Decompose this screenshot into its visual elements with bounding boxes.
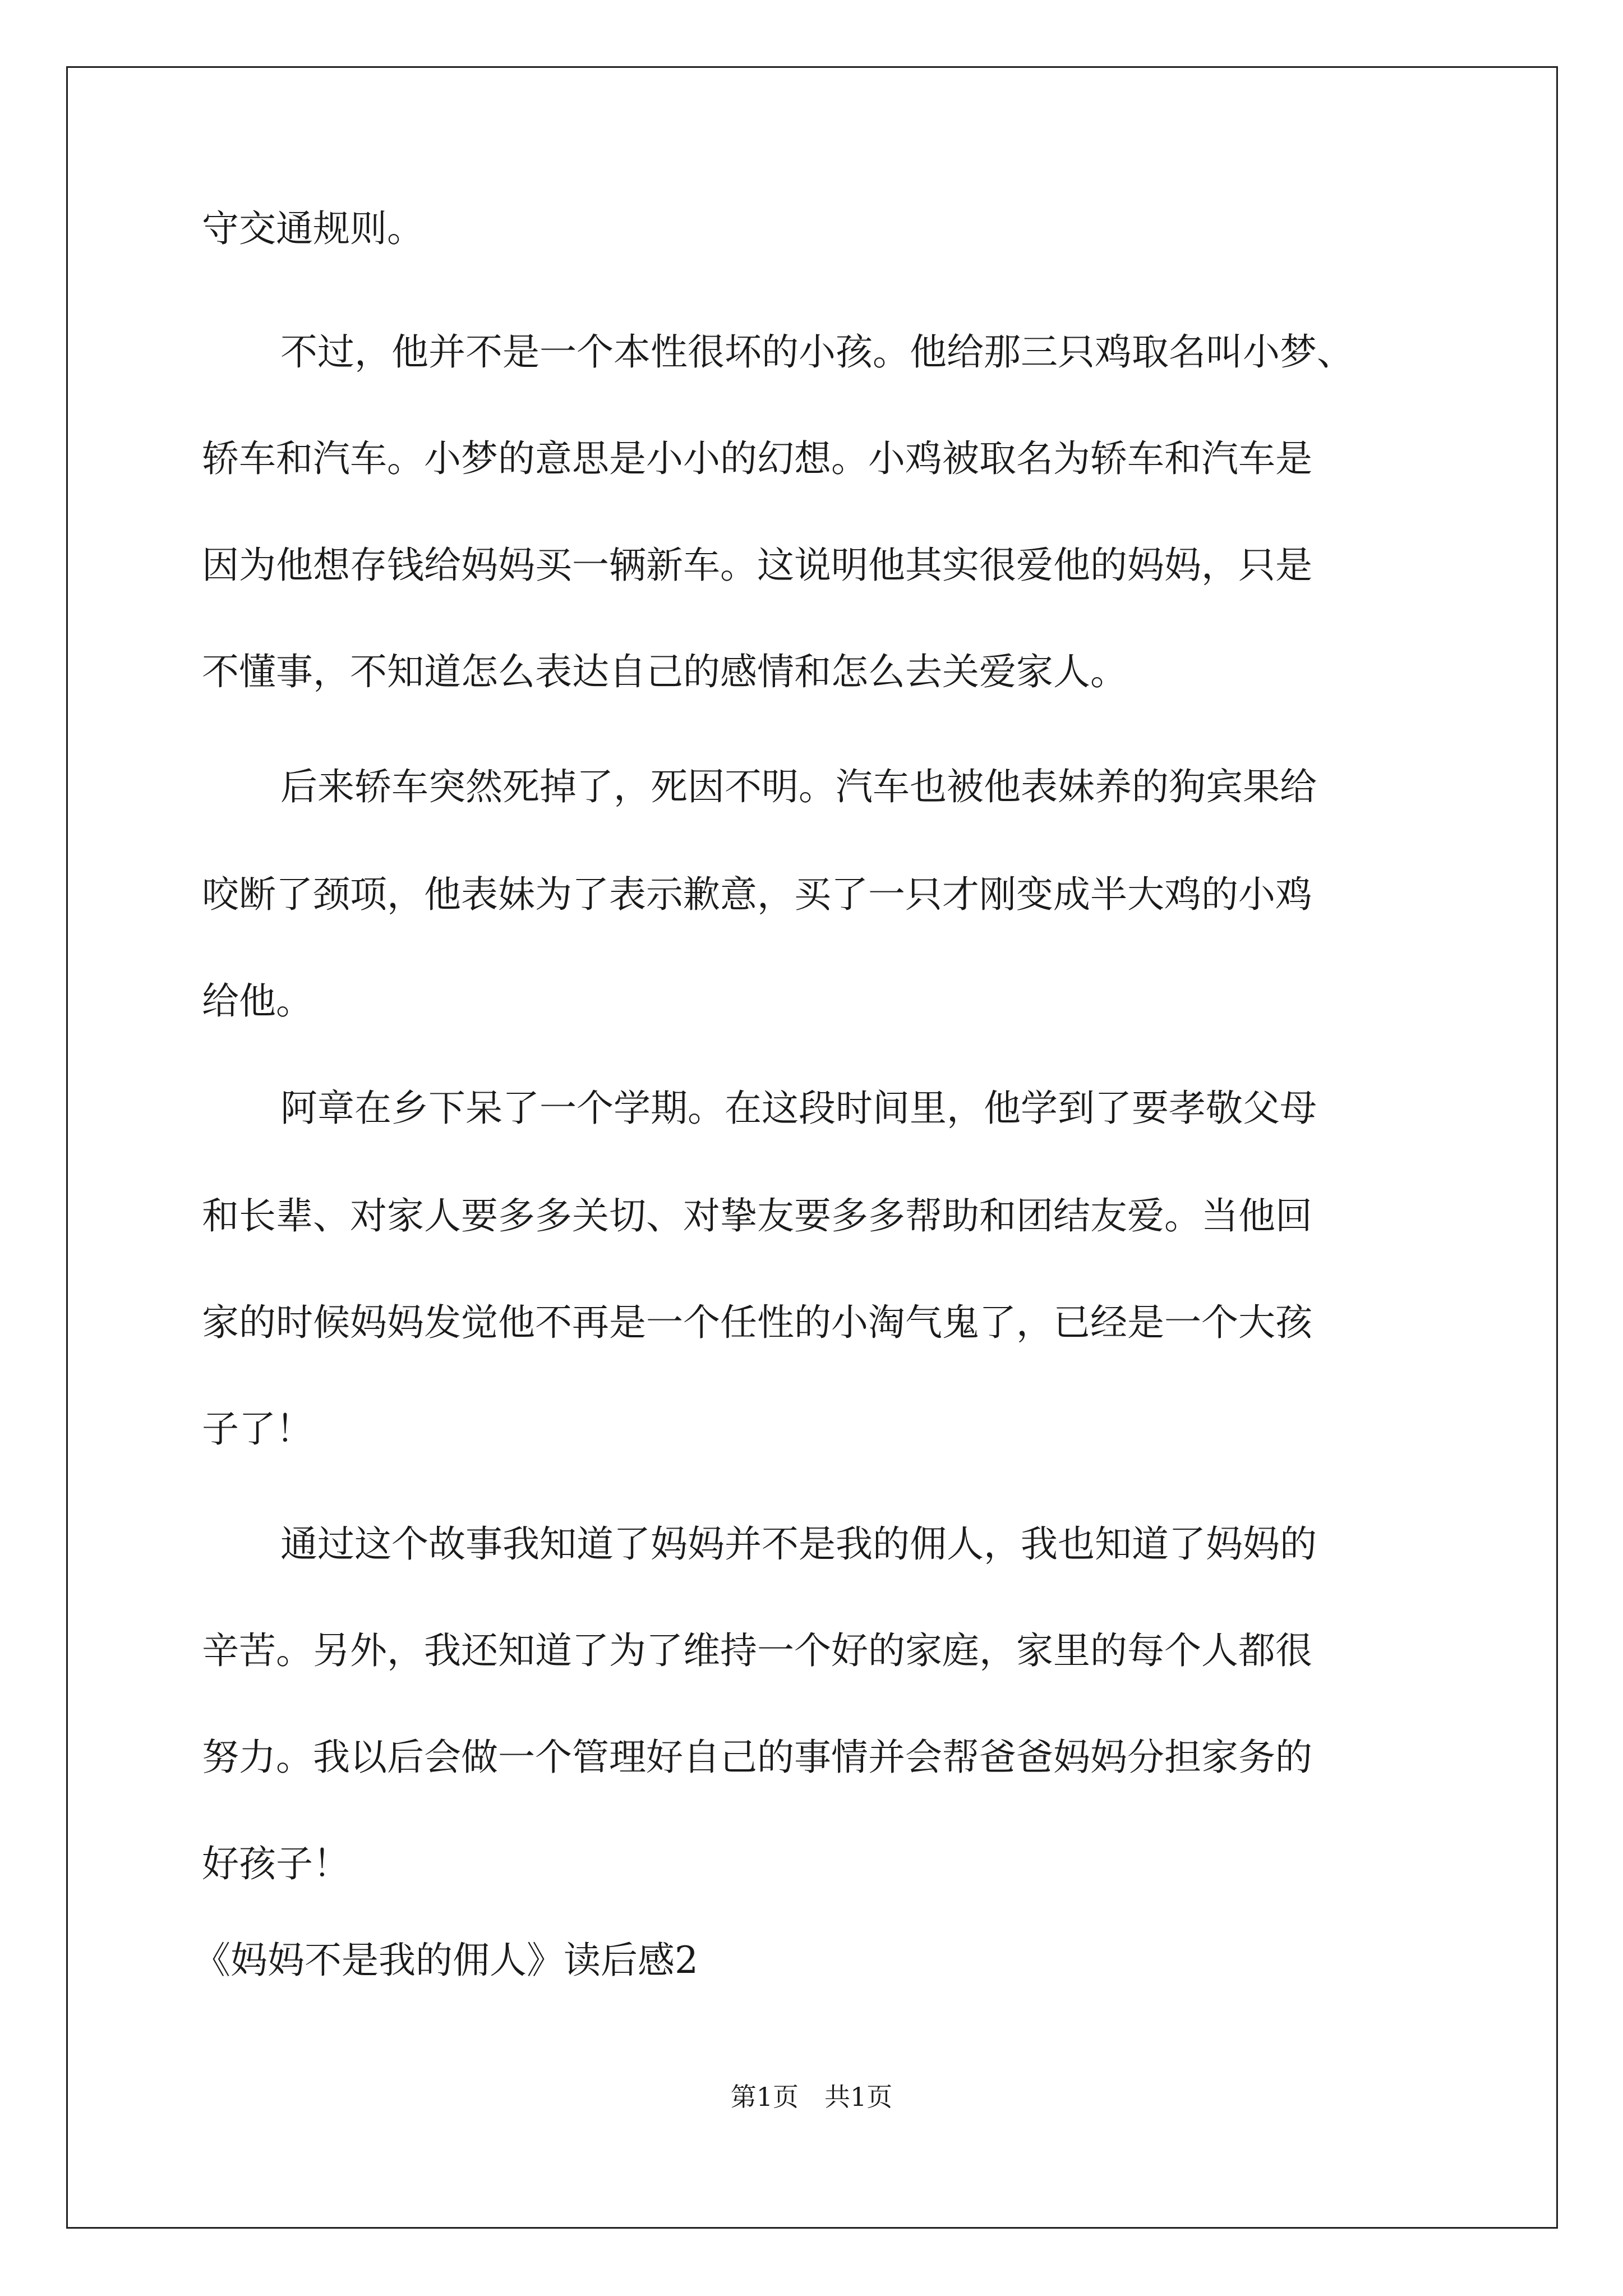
paragraph-first-line: 通过这个故事我知道了妈妈并不是我的佣人，我也知道了妈妈的: [280, 1522, 1317, 1566]
text-line: 因为他想存钱给妈妈买一辆新车。这说明他其实很爱他的妈妈，只是: [202, 544, 1312, 587]
text-line: 咬断了颈项，他表妹为了表示歉意，买了一只才刚变成半大鸡的小鸡: [202, 873, 1312, 916]
text-line: 和长辈、对家人要多多关切、对挚友要多多帮助和团结友爱。当他回: [202, 1194, 1312, 1237]
text-line: 辛苦。另外，我还知道了为了维持一个好的家庭，家里的每个人都很: [202, 1629, 1312, 1672]
text-line: 不懂事，不知道怎么表达自己的感情和怎么去关爱家人。: [202, 650, 1127, 693]
text-line: 好孩子！: [202, 1842, 350, 1885]
text-line: 轿车和汽车。小梦的意思是小小的幻想。小鸡被取名为轿车和汽车是: [202, 437, 1312, 480]
paragraph-first-line: 后来轿车突然死掉了，死因不明。汽车也被他表妹养的狗宾果给: [280, 765, 1317, 808]
text-line: 努力。我以后会做一个管理好自己的事情并会帮爸爸妈妈分担家务的: [202, 1736, 1312, 1779]
section-heading: 《妈妈不是我的佣人》读后感2: [193, 1939, 698, 1982]
text-line: 给他。: [202, 979, 313, 1023]
text-line: 子了！: [202, 1407, 313, 1451]
text-line: 守交通规则。: [202, 207, 424, 250]
page-number-footer: 第1页 共1页: [730, 2082, 893, 2112]
page-border: [66, 66, 1558, 2229]
paragraph-first-line: 不过，他并不是一个本性很坏的小孩。他给那三只鸡取名叫小梦、: [280, 330, 1354, 374]
paragraph-first-line: 阿章在乡下呆了一个学期。在这段时间里，他学到了要孝敬父母: [280, 1087, 1317, 1130]
text-line: 家的时候妈妈发觉他不再是一个任性的小淘气鬼了，已经是一个大孩: [202, 1301, 1312, 1344]
